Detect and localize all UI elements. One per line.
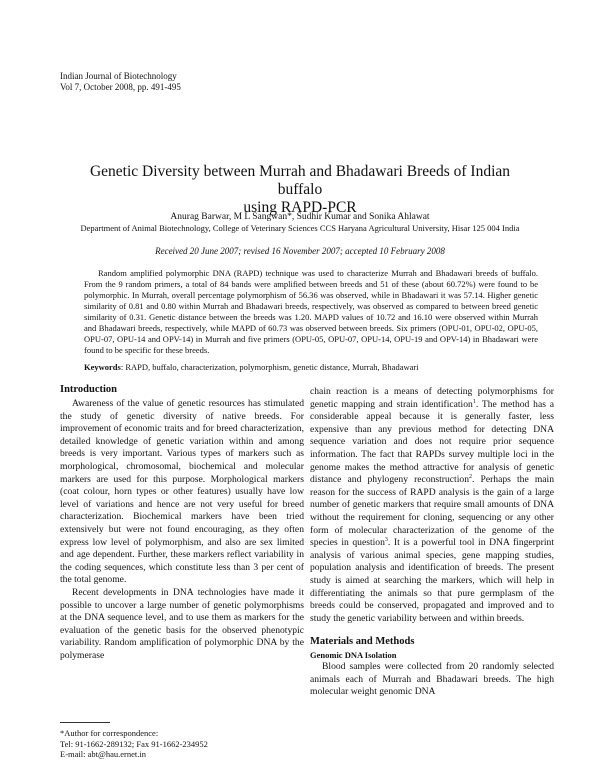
- reference-1: 1: [472, 398, 476, 405]
- journal-issue: Vol 7, October 2008, pp. 491-495: [60, 82, 181, 92]
- abstract: Random amplified polymorphic DNA (RAPD) technique was used to characterize Murrah and Bhadawari breeds of buffalo. From the 9 random primers, a total of 84 bands were amplified between breeds and 51 of these (about 60.72%) were found to be polymorphic. In Murrah, overall percentage polymorphism of 56.36 was observed, while in Bhadawari it was 57.14. Higher genetic similarity of 0.81 and 0.80 within Murrah and Bhadawari breeds, respectively, was observed as compared to between breed genetic similarity of 0.31. Genetic distance between the breeds was 1.20. MAPD values of 10.72 and 16.10 were observed within Murrah and Bhadawari breeds, respectively, while MAPD of 60.73 was observed between breeds. Six primers (OPU-01, OPU-02, OPU-05, OPU-07, OPU-14 and OPV-14) in Murrah and five primers (OPU-05, OPU-07, OPU-14, OPU-19 and OPV-14) in Bhadawari were found to be specific for these breeds.: [84, 268, 538, 355]
- intro-paragraph-1: Awareness of the value of genetic resources has stimulated the study of genetic diversity of native breeds. For improvement of economic traits and for breed characterization, detailed knowledge of genetic variation within and among breeds is very important. Various types of markers such as morphological, chromosomal, biochemical and molecular markers are used for this purpose. Morphological markers (coat colour, horn types or other features) usually have low level of variations and hence are not very useful for breed characterization. Biochemical markers have been tried extensively but were not found encouraging, as they often express low level of polymorphism, and also are sex limited and age dependent. Further, these markers reflect variability in the coding sequences, which constitute less than 3 per cent of the total genome.: [60, 398, 304, 586]
- correspondence-footnote: [60, 728, 208, 760]
- methods-heading: Materials and Methods: [310, 636, 415, 648]
- intro-paragraph-2: Recent developments in DNA technologies have made it possible to uncover a large number of genetic polymorphisms at the DNA sequence level, and to use them as markers for the evaluation of the genetic basis for the observed phenotypic variability. Random amplification of polymorphic DNA by the polymerase: [60, 586, 304, 661]
- introduction-heading: Introduction: [60, 384, 117, 395]
- footnote-author: *Author for correspondence:: [60, 728, 159, 738]
- right-column: [310, 386, 554, 699]
- intro-text-part1: chain reaction is a means of detecting polymorphisms for genetic mapping and strain identification: [310, 386, 554, 410]
- keywords-text: : RAPD, buffalo, characterization, polymorphism, genetic distance, Murrah, Bhadawari: [120, 362, 419, 372]
- intro-paragraph-continued: [310, 386, 554, 625]
- received-dates: Received 20 June 2007; revised 16 November 2007; accepted 10 February 2008: [155, 246, 445, 256]
- article-title: [70, 163, 530, 217]
- keywords-label: Keywords: [84, 362, 121, 372]
- footnote-phone: Tel: 91-1662-289132; Fax 91-1662-234952: [60, 738, 208, 749]
- article-title-line2: using RAPD-PCR: [243, 199, 357, 216]
- section-gap: [310, 625, 554, 635]
- keywords: [84, 362, 538, 373]
- intro-text-part4: . It is a powerful tool in DNA fingerprint analysis of various animal species, gene mapping studies, population analysis and identification of breeds. The present study is aimed at searching the markers, which will help in differentiating the animals so that pure germplasm of the breeds could be conserved, propagated and improved and to study the genetic variability between and within breeds.: [310, 537, 554, 624]
- reference-2: 2: [469, 473, 472, 480]
- intro-text-part3: . Perhaps the main reason for the success of RAPD analysis is the gain of a large number of genetic markers that require small amounts of DNA without the requirement for cloning, sequencing or any other form of molecular characterization of the genome of the species in question: [310, 474, 554, 549]
- article-title-line1: Genetic Diversity between Murrah and Bhadawari Breeds of Indian buffalo: [89, 163, 511, 198]
- affiliation: Department of Animal Biotechnology, College of Veterinary Sciences CCS Haryana Agricultural University, Hisar 125 004 India: [80, 223, 520, 233]
- reference-3: 3: [384, 536, 388, 543]
- author-list: Anurag Barwar, M L Sangwan*, Sudhir Kumar and Sonika Ahlawat: [170, 212, 430, 222]
- left-column: [60, 383, 304, 662]
- footnote-email: E-mail: abt@hau.ernet.in: [60, 749, 146, 760]
- intro-text-part2: . The method has a considerable appeal because it is generally faster, less expensive than any previous method for detecting DNA sequence variation and does not require prior sequence information. The fact that RAPDs survey multiple loci in the genome makes the method attractive for analysis of genetic distance and phylogeny reconstruction: [310, 398, 554, 486]
- dna-isolation-subheading: Genomic DNA Isolation: [310, 650, 397, 661]
- footnote-divider: [60, 722, 110, 723]
- methods-paragraph-1: Blood samples were collected from 20 randomly selected animals each of Murrah and Bhadawari breeds. The high molecular weight genomic DNA: [310, 661, 554, 698]
- journal-header: [60, 71, 181, 93]
- journal-name: Indian Journal of Biotechnology: [60, 71, 177, 81]
